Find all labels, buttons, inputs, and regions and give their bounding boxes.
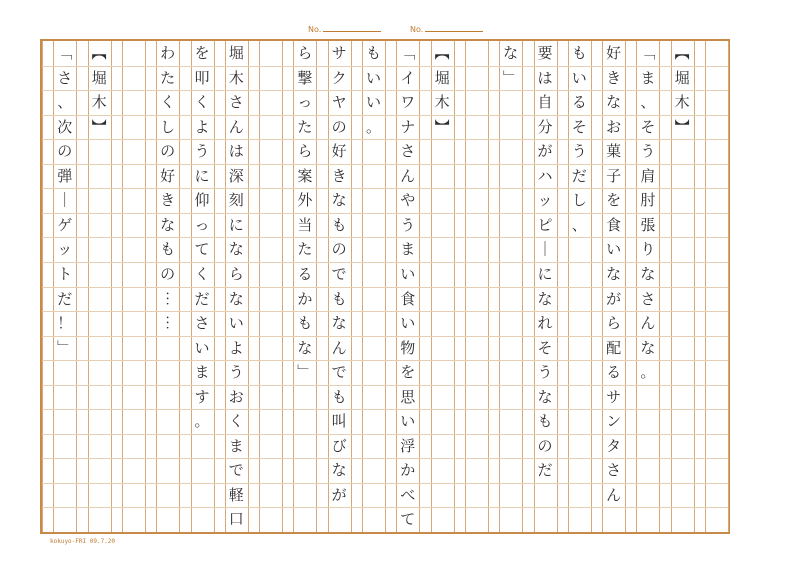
manuscript-char: ︻ <box>91 44 107 62</box>
manuscript-char: ハ <box>537 166 553 185</box>
manuscript-char: な <box>640 338 656 357</box>
grid-hline <box>42 262 728 263</box>
manuscript-char: 肘 <box>640 191 656 210</box>
manuscript-char: い <box>365 93 381 112</box>
manuscript-column <box>431 41 454 532</box>
manuscript-char: べ <box>400 485 416 504</box>
manuscript-char: ︻ <box>674 44 690 62</box>
manuscript-char: 浮 <box>400 436 416 455</box>
manuscript-char: な <box>503 44 519 62</box>
manuscript-char: ク <box>331 68 347 87</box>
manuscript-char: ︻ <box>434 44 450 62</box>
grid-hline <box>42 213 728 214</box>
grid-hline <box>42 188 728 189</box>
manuscript-char: サ <box>606 387 622 406</box>
manuscript-char: 木 <box>228 68 244 87</box>
manuscript-char: 外 <box>297 191 313 210</box>
manuscript-char: を <box>606 191 622 210</box>
manuscript-char: く <box>194 264 210 283</box>
manuscript-char: っ <box>297 93 313 112</box>
manuscript-char: さ <box>606 461 622 480</box>
manuscript-char: ﹁ <box>640 44 656 62</box>
manuscript-char: 物 <box>400 338 416 357</box>
manuscript-char: ﹁ <box>57 44 73 62</box>
manuscript-char: さ <box>194 314 210 333</box>
grid-hline <box>42 336 728 337</box>
manuscript-char: 。 <box>194 412 210 431</box>
manuscript-char: 案 <box>297 166 313 185</box>
page-number-field-1 <box>308 24 381 34</box>
manuscript-char: 当 <box>297 215 313 234</box>
manuscript-char: ん <box>640 314 656 333</box>
manuscript-char: う <box>400 215 416 234</box>
manuscript-char: ッ <box>57 240 73 259</box>
manuscript-char: が <box>537 142 553 161</box>
manuscript-char: 堀 <box>674 68 690 87</box>
manuscript-char: ︙ <box>160 289 176 308</box>
page-number-underline-1 <box>323 24 381 32</box>
manuscript-char: ワ <box>400 93 416 112</box>
manuscript-char: い <box>606 240 622 259</box>
manuscript-char: に <box>194 166 210 185</box>
manuscript-char: う <box>228 363 244 382</box>
manuscript-char: る <box>606 363 622 382</box>
grid-vline <box>728 41 729 532</box>
manuscript-char: る <box>571 93 587 112</box>
manuscript-char: ま <box>400 240 416 259</box>
manuscript-char: よ <box>228 338 244 357</box>
manuscript-char: ら <box>297 142 313 161</box>
manuscript-char: な <box>537 289 553 308</box>
manuscript-char: 要 <box>537 44 553 62</box>
manuscript-char: 撃 <box>297 68 313 87</box>
manuscript-char: サ <box>331 44 347 62</box>
manuscript-char: ト <box>57 264 73 283</box>
manuscript-char: ！ <box>57 314 73 333</box>
manuscript-char: が <box>331 485 347 504</box>
manuscript-char: ゲ <box>57 215 73 234</box>
manuscript-char: く <box>228 412 244 431</box>
manuscript-column <box>602 41 625 532</box>
manuscript-char: 好 <box>160 166 176 185</box>
manuscript-char: さ <box>228 93 244 112</box>
manuscript-char: り <box>640 240 656 259</box>
manuscript-char: く <box>194 93 210 112</box>
manuscript-char: 刻 <box>228 191 244 210</box>
manuscript-char: ｜ <box>537 240 553 259</box>
manuscript-char: 、 <box>571 215 587 234</box>
manuscript-char: た <box>297 240 313 259</box>
manuscript-char: そ <box>640 117 656 136</box>
manuscript-char: っ <box>194 215 210 234</box>
manuscript-char: で <box>331 264 347 283</box>
manuscript-char: お <box>606 117 622 136</box>
manuscript-char: そ <box>537 338 553 357</box>
manuscript-char: ん <box>400 166 416 185</box>
manuscript-char: は <box>228 142 244 161</box>
manuscript-char: な <box>537 387 553 406</box>
manuscript-char: 張 <box>640 215 656 234</box>
manuscript-char: の <box>160 264 176 283</box>
manuscript-char: ま <box>228 436 244 455</box>
manuscript-char: 、 <box>640 93 656 112</box>
manuscript-char: 菓 <box>606 142 622 161</box>
manuscript-char: き <box>331 166 347 185</box>
manuscript-char: 堀 <box>91 68 107 87</box>
manuscript-char: う <box>571 142 587 161</box>
manuscript-char: び <box>331 436 347 455</box>
manuscript-char: も <box>331 289 347 308</box>
manuscript-char: ︼ <box>674 117 690 136</box>
manuscript-char: は <box>537 68 553 87</box>
manuscript-char: さ <box>57 68 73 87</box>
manuscript-char: イ <box>400 68 416 87</box>
manuscript-char: ら <box>606 314 622 333</box>
manuscript-char: 堀 <box>434 68 450 87</box>
grid-hline <box>42 409 728 410</box>
manuscript-char: も <box>331 215 347 234</box>
manuscript-column <box>671 41 694 532</box>
manuscript-char: ｜ <box>57 191 73 210</box>
manuscript-char: さ <box>400 142 416 161</box>
manuscript-char: の <box>331 240 347 259</box>
grid-hline <box>42 360 728 361</box>
grid-hline <box>42 90 728 91</box>
manuscript-char: も <box>160 240 176 259</box>
manuscript-char: ヤ <box>331 93 347 112</box>
manuscript-char: 肩 <box>640 166 656 185</box>
manuscript-column <box>568 41 591 532</box>
manuscript-char: し <box>160 117 176 136</box>
manuscript-char: な <box>331 461 347 480</box>
manuscript-column <box>705 41 728 532</box>
manuscript-char: な <box>331 314 347 333</box>
manuscript-char: で <box>228 461 244 480</box>
manuscript-char: る <box>297 264 313 283</box>
manuscript-column <box>534 41 557 532</box>
grid-hline <box>42 483 728 484</box>
manuscript-column <box>328 41 351 532</box>
manuscript-char: お <box>228 387 244 406</box>
manuscript-char: ま <box>640 68 656 87</box>
manuscript-char: い <box>571 68 587 87</box>
manuscript-column <box>191 41 214 532</box>
manuscript-char: を <box>400 363 416 382</box>
manuscript-char: ﹁ <box>400 44 416 62</box>
manuscript-char: ﹂ <box>503 68 519 87</box>
manuscript-char: タ <box>606 436 622 455</box>
manuscript-char: た <box>297 117 313 136</box>
manuscript-char: ︼ <box>91 117 107 136</box>
grid-hline <box>42 66 728 67</box>
manuscript-char: や <box>400 191 416 210</box>
manuscript-char: に <box>537 264 553 283</box>
manuscript-char: い <box>400 314 416 333</box>
manuscript-char: の <box>331 117 347 136</box>
manuscript-char: う <box>194 142 210 161</box>
manuscript-char: 軽 <box>228 485 244 504</box>
manuscript-char: く <box>160 93 176 112</box>
manuscript-char: 子 <box>606 166 622 185</box>
manuscript-char: ﹂ <box>57 338 73 357</box>
manuscript-char: 木 <box>91 93 107 112</box>
manuscript-char: い <box>194 338 210 357</box>
manuscript-char: ︼ <box>434 117 450 136</box>
manuscript-char: 次 <box>57 117 73 136</box>
manuscript-char: が <box>606 289 622 308</box>
manuscript-char: も <box>571 44 587 62</box>
manuscript-column <box>156 41 179 532</box>
manuscript-char: う <box>537 363 553 382</box>
manuscript-char: な <box>228 289 244 308</box>
grid-hline <box>42 434 728 435</box>
manuscript-char: 木 <box>674 93 690 112</box>
manuscript-char: だ <box>194 289 210 308</box>
manuscript-char: 堀 <box>228 44 244 62</box>
manuscript-char: ﹂ <box>297 363 313 382</box>
manuscript-char: 食 <box>400 289 416 308</box>
manuscript-char: 分 <box>537 117 553 136</box>
manuscript-char: 叫 <box>331 412 347 431</box>
manuscript-char: の <box>537 436 553 455</box>
manuscript-char: す <box>194 387 210 406</box>
manuscript-char: き <box>606 68 622 87</box>
manuscript-char: そ <box>571 117 587 136</box>
manuscript-char: ッ <box>537 191 553 210</box>
manuscript-char: い <box>365 68 381 87</box>
manuscript-char: 深 <box>228 166 244 185</box>
footer-mark: kokuyo-FRI 09.7.20 <box>50 538 116 545</box>
page-number-underline-2 <box>425 24 483 32</box>
grid-hline <box>42 164 728 165</box>
grid-hline <box>42 507 728 508</box>
manuscript-column <box>396 41 419 532</box>
manuscript-char: な <box>331 191 347 210</box>
manuscript-char: も <box>537 412 553 431</box>
page-number-field-2 <box>410 24 483 34</box>
manuscript-char: 自 <box>537 93 553 112</box>
manuscript-char: か <box>297 289 313 308</box>
manuscript-char: う <box>640 142 656 161</box>
manuscript-char: な <box>228 240 244 259</box>
grid-hline <box>42 237 728 238</box>
manuscript-char: て <box>194 240 210 259</box>
manuscript-char: き <box>160 191 176 210</box>
manuscript-char: か <box>400 461 416 480</box>
manuscript-char: ん <box>606 485 622 504</box>
manuscript-char: ん <box>331 338 347 357</box>
grid-hline <box>42 385 728 386</box>
manuscript-char: ︙ <box>160 314 176 333</box>
manuscript-char: よ <box>194 117 210 136</box>
manuscript-char: た <box>160 68 176 87</box>
manuscript-char: 好 <box>331 142 347 161</box>
manuscript-char: だ <box>57 289 73 308</box>
manuscript-char: 好 <box>606 44 622 62</box>
manuscript-column <box>362 41 385 532</box>
manuscript-char: 。 <box>640 363 656 382</box>
manuscript-column <box>88 41 111 532</box>
manuscript-char: ピ <box>537 215 553 234</box>
manuscript-char: い <box>228 314 244 333</box>
manuscript-char: も <box>365 44 381 62</box>
manuscript-column <box>293 41 316 532</box>
manuscript-char: な <box>606 264 622 283</box>
manuscript-char: な <box>297 338 313 357</box>
manuscript-char: だ <box>571 166 587 185</box>
manuscript-column <box>53 41 76 532</box>
manuscript-char: い <box>400 412 416 431</box>
manuscript-char: の <box>160 142 176 161</box>
manuscript-column <box>636 41 659 532</box>
manuscript-column <box>225 41 248 532</box>
manuscript-char: ら <box>228 264 244 283</box>
manuscript-char: な <box>640 264 656 283</box>
manuscript-char: も <box>331 387 347 406</box>
manuscript-char: に <box>228 215 244 234</box>
page-number-label-2: No. <box>410 25 424 34</box>
manuscript-column <box>499 41 522 532</box>
manuscript-char: ナ <box>400 117 416 136</box>
manuscript-char: 思 <box>400 387 416 406</box>
manuscript-char: 、 <box>57 93 73 112</box>
manuscript-char: い <box>400 264 416 283</box>
grid-hline <box>42 311 728 312</box>
manuscript-column <box>259 41 282 532</box>
manuscript-char: 叩 <box>194 68 210 87</box>
page-number-label-1: No. <box>308 25 322 34</box>
manuscript-char: し <box>571 191 587 210</box>
manuscript-char: 弾 <box>57 166 73 185</box>
manuscript-char: な <box>160 215 176 234</box>
manuscript-char: を <box>194 44 210 62</box>
manuscript-char: の <box>57 142 73 161</box>
manuscript-char: も <box>297 314 313 333</box>
manuscript-char: て <box>400 510 416 529</box>
manuscript-char: ら <box>297 44 313 62</box>
manuscript-char: ま <box>194 363 210 382</box>
manuscript-char: わ <box>160 44 176 62</box>
manuscript-char: 仰 <box>194 191 210 210</box>
manuscript-char: れ <box>537 314 553 333</box>
manuscript-char: 。 <box>365 117 381 136</box>
manuscript-char: だ <box>537 461 553 480</box>
grid-hline <box>42 115 728 116</box>
manuscript-char: 配 <box>606 338 622 357</box>
grid-hline <box>42 458 728 459</box>
manuscript-char: ン <box>606 412 622 431</box>
manuscript-column <box>465 41 488 532</box>
grid-hline <box>42 287 728 288</box>
manuscript-char: さ <box>640 289 656 308</box>
manuscript-column <box>122 41 145 532</box>
manuscript-char: ん <box>228 117 244 136</box>
manuscript-char: 口 <box>228 510 244 529</box>
manuscript-char: 食 <box>606 215 622 234</box>
manuscript-char: で <box>331 363 347 382</box>
manuscript-char: 木 <box>434 93 450 112</box>
grid-hline <box>42 139 728 140</box>
manuscript-char: な <box>606 93 622 112</box>
